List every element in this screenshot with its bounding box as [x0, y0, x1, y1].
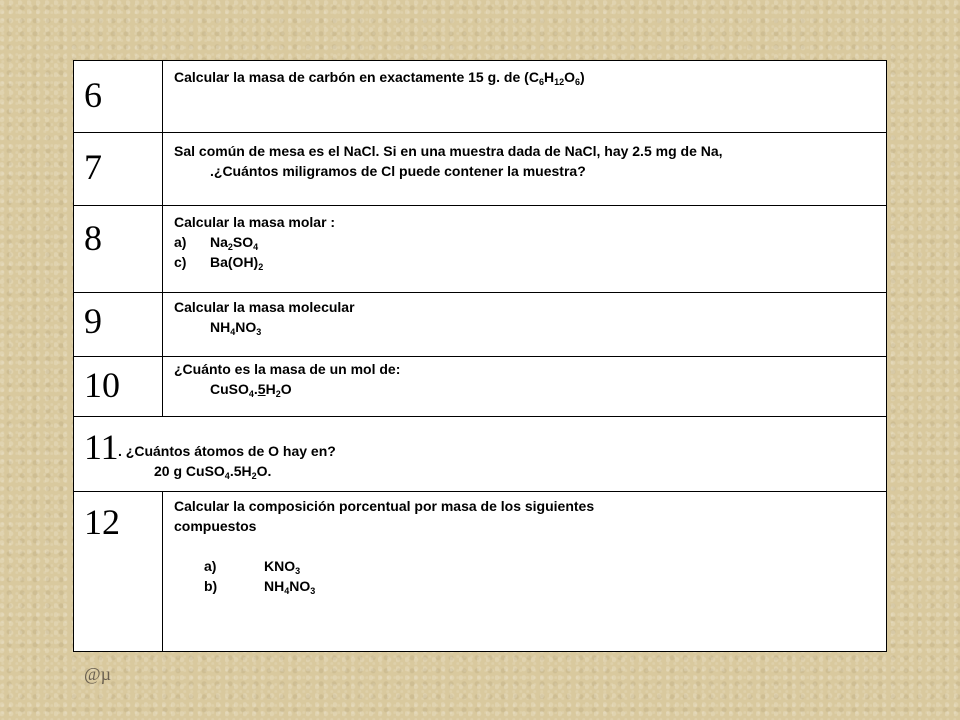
row-7 — [74, 133, 886, 206]
list-item: c) $Ba(OH)_2$ — [174, 254, 264, 272]
list-item: a) $Na_2SO_4$ — [174, 234, 259, 252]
list-item: a) $KNO_3$ — [204, 558, 301, 576]
formula: 20 g $CuSO_4.5H_2O$. — [154, 463, 272, 481]
row-text: Sal común de mesa es el NaCl. Si en una muestra dada de NaCl, hay 2.5 mg de Na, .¿Cuántos miligramos de Cl puede contener la muestra? — [174, 143, 723, 179]
formula: $NH_4NO_3$ — [210, 319, 262, 337]
row-10 — [74, 357, 886, 417]
row-number: 7 — [84, 147, 102, 187]
row-12 — [74, 492, 886, 651]
row-number: 10 — [84, 365, 120, 405]
row-text: Calcular la masa molecular $NH_4NO_3$ — [174, 297, 874, 337]
row-text: . ¿Cuántos átomos de O hay en? 20 g $CuSO_4.5H_2O$. — [118, 441, 874, 481]
column-divider — [162, 492, 163, 651]
row-text: Calcular la masa de carbón en exactamente 15 g. de $(C_6H_{12}O_6)$ — [174, 69, 585, 87]
row-number: 6 — [84, 75, 102, 115]
column-divider — [162, 61, 163, 417]
row-9 — [74, 293, 886, 357]
row-11 — [74, 417, 886, 492]
exercise-table — [73, 60, 887, 652]
row-number: 12 — [84, 502, 120, 542]
row-number: 11 — [84, 427, 119, 467]
list-item: b) $NH_4NO_3$ — [204, 578, 316, 596]
row-text: Calcular la masa molar : a) $Na_2SO_4$ c) $Ba(OH)_2$ — [174, 212, 874, 272]
row-number: 9 — [84, 301, 102, 341]
row-8 — [74, 206, 886, 293]
row-6 — [74, 61, 886, 133]
row-text: ¿Cuánto es la masa de un mol de: $CuSO_4.5H_2O$ — [174, 359, 874, 399]
row-number: 8 — [84, 218, 102, 258]
row-text: Calcular la composición porcentual por masa de los siguientes compuestos a) $KNO_3$ b) $NH_4NO_3$ — [174, 496, 874, 596]
footer-mark: @µ — [84, 664, 111, 684]
formula: $CuSO_4.5H_2O$ — [210, 381, 292, 399]
